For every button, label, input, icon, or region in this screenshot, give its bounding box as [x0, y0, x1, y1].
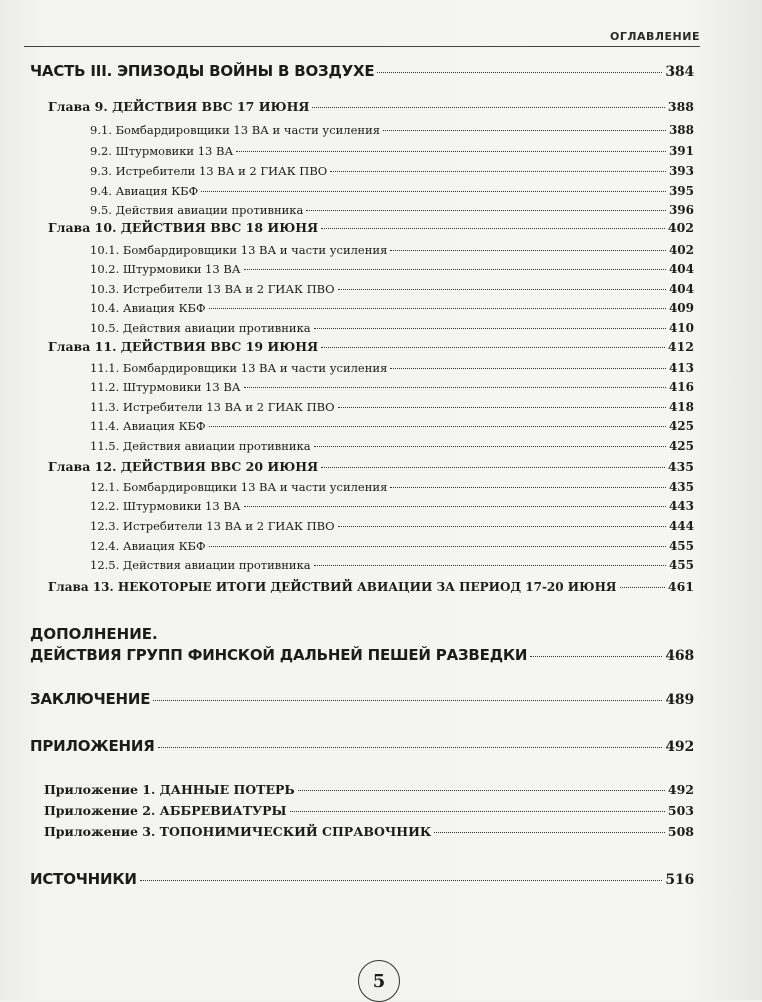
- toc-section-12-5[interactable]: [90, 558, 694, 572]
- dot-leader: [338, 289, 666, 290]
- toc-page: 402: [667, 220, 694, 235]
- toc-page: 461: [667, 579, 694, 594]
- toc-section-11-1[interactable]: [90, 361, 694, 375]
- toc-page: 516: [665, 872, 694, 888]
- dot-leader: [390, 487, 666, 488]
- dot-leader: [434, 832, 665, 833]
- dot-leader: [306, 210, 666, 211]
- toc-title: 11.3. Истребители 13 ВА и 2 ГИАК ПВО: [90, 400, 335, 414]
- toc-title: 10.4. Авиация КБФ: [90, 301, 206, 315]
- toc-title: ЗАКЛЮЧЕНИЕ: [30, 690, 151, 708]
- toc-title: Приложение 1. ДАННЫЕ ПОТЕРЬ: [44, 782, 295, 797]
- toc-chapter-9[interactable]: [48, 99, 694, 114]
- toc-section-12-2[interactable]: [90, 499, 694, 513]
- toc-title: 12.3. Истребители 13 ВА и 2 ГИАК ПВО: [90, 519, 335, 533]
- toc-page: 455: [668, 539, 694, 553]
- toc-title: 12.4. Авиация КБФ: [90, 539, 206, 553]
- toc-title: 12.1. Бомбардировщики 13 ВА и части усиления: [90, 480, 388, 494]
- toc-page: 503: [667, 803, 694, 818]
- toc-page: 416: [668, 380, 694, 394]
- dot-leader: [209, 546, 666, 547]
- toc-page: 391: [668, 144, 694, 158]
- dot-leader: [377, 72, 662, 73]
- toc-page: 425: [668, 439, 694, 453]
- running-header-title: ОГЛАВЛЕНИЕ: [610, 30, 700, 43]
- toc-page: 404: [668, 262, 694, 276]
- dot-leader: [330, 171, 666, 172]
- dot-leader: [620, 587, 665, 588]
- toc-page: 489: [665, 692, 694, 708]
- toc-title: Приложение 3. ТОПОНИМИЧЕСКИЙ СПРАВОЧНИК: [44, 824, 432, 839]
- toc-title: 11.4. Авиация КБФ: [90, 419, 206, 433]
- toc-title: ПРИЛОЖЕНИЯ: [30, 737, 155, 755]
- toc-page: 413: [668, 361, 694, 375]
- toc-title: 10.1. Бомбардировщики 13 ВА и части усиления: [90, 243, 388, 257]
- toc-title: 9.3. Истребители 13 ВА и 2 ГИАК ПВО: [90, 164, 328, 178]
- toc-title: 9.5. Действия авиации противника: [90, 203, 304, 217]
- toc-page: 435: [668, 480, 694, 494]
- dot-leader: [321, 228, 665, 229]
- dot-leader: [244, 506, 666, 507]
- toc-page: 395: [668, 184, 694, 198]
- dot-leader: [290, 811, 665, 812]
- dot-leader: [312, 107, 664, 108]
- toc-page: 402: [668, 243, 694, 257]
- supplement-heading: ДОПОЛНЕНИЕ.: [30, 625, 158, 643]
- toc-page: 412: [667, 339, 694, 354]
- toc-title: 11.1. Бомбардировщики 13 ВА и части усиления: [90, 361, 388, 375]
- dot-leader: [321, 467, 665, 468]
- toc-supplement[interactable]: [30, 646, 694, 664]
- toc-section-12-4[interactable]: [90, 539, 694, 553]
- toc-title: 11.2. Штурмовики 13 ВА: [90, 380, 241, 394]
- toc-section-9-2[interactable]: [90, 144, 694, 158]
- toc-appendices[interactable]: [30, 737, 694, 755]
- toc-section-9-5[interactable]: [90, 203, 694, 217]
- dot-leader: [236, 151, 666, 152]
- toc-section-12-1[interactable]: [90, 480, 694, 494]
- toc-title: Глава 11. ДЕЙСТВИЯ ВВС 19 ИЮНЯ: [48, 339, 319, 354]
- toc-title: ИСТОЧНИКИ: [30, 870, 137, 888]
- toc-section-9-4[interactable]: [90, 184, 694, 198]
- dot-leader: [244, 269, 666, 270]
- toc-section-11-5[interactable]: [90, 439, 694, 453]
- dot-leader: [209, 308, 666, 309]
- dot-leader: [298, 790, 665, 791]
- toc-title: 10.5. Действия авиации противника: [90, 321, 311, 335]
- toc-chapter-12[interactable]: [48, 459, 694, 474]
- toc-chapter-10[interactable]: [48, 220, 694, 235]
- toc-page: 443: [668, 499, 694, 513]
- dot-leader: [314, 565, 666, 566]
- dot-leader: [338, 526, 666, 527]
- toc-page: 384: [665, 64, 694, 80]
- dot-leader: [383, 130, 666, 131]
- toc-section-11-4[interactable]: [90, 419, 694, 433]
- toc-section-9-3[interactable]: [90, 164, 694, 178]
- toc-title: 11.5. Действия авиации противника: [90, 439, 311, 453]
- toc-title: 12.2. Штурмовики 13 ВА: [90, 499, 241, 513]
- toc-section-11-3[interactable]: [90, 400, 694, 414]
- toc-page: 388: [668, 123, 694, 137]
- toc-part-3[interactable]: [30, 62, 694, 80]
- toc-title: Глава 10. ДЕЙСТВИЯ ВВС 18 ИЮНЯ: [48, 220, 319, 235]
- page-number: 5: [358, 960, 400, 1002]
- toc-section-10-5[interactable]: [90, 321, 694, 335]
- dot-leader: [390, 250, 666, 251]
- toc-title: 10.3. Истребители 13 ВА и 2 ГИАК ПВО: [90, 282, 335, 296]
- toc-title: 10.2. Штурмовики 13 ВА: [90, 262, 241, 276]
- toc-section-10-4[interactable]: [90, 301, 694, 315]
- dot-leader: [244, 387, 666, 388]
- dot-leader: [140, 880, 663, 881]
- toc-appendix-1[interactable]: [44, 782, 694, 797]
- toc-page: 468: [665, 648, 694, 664]
- toc-page: 444: [668, 519, 694, 533]
- toc-page: 492: [665, 739, 694, 755]
- toc-conclusion[interactable]: [30, 690, 694, 708]
- toc-chapter-11[interactable]: [48, 339, 694, 354]
- toc-title: 9.1. Бомбардировщики 13 ВА и части усиления: [90, 123, 381, 137]
- toc-page: 404: [668, 282, 694, 296]
- dot-leader: [321, 347, 665, 348]
- toc-section-10-3[interactable]: [90, 282, 694, 296]
- toc-title: Глава 9. ДЕЙСТВИЯ ВВС 17 ИЮНЯ: [48, 99, 310, 114]
- dot-leader: [530, 656, 662, 657]
- toc-sources[interactable]: [30, 870, 694, 888]
- toc-page: 418: [668, 400, 694, 414]
- toc-page: 409: [668, 301, 694, 315]
- dot-leader: [390, 368, 666, 369]
- dot-leader: [314, 446, 666, 447]
- toc-page: 508: [667, 824, 694, 839]
- running-header: [24, 30, 700, 47]
- toc-section-12-3[interactable]: [90, 519, 694, 533]
- toc-section-11-2[interactable]: [90, 380, 694, 394]
- toc-section-9-1[interactable]: [90, 123, 694, 137]
- toc-page: 435: [667, 459, 694, 474]
- dot-leader: [314, 328, 666, 329]
- toc-page: 396: [668, 203, 694, 217]
- toc-page: 425: [668, 419, 694, 433]
- toc-title: ЧАСТЬ III. ЭПИЗОДЫ ВОЙНЫ В ВОЗДУХЕ: [30, 62, 375, 80]
- toc-section-10-1[interactable]: [90, 243, 694, 257]
- toc-title: 9.4. Авиация КБФ: [90, 184, 199, 198]
- dot-leader: [338, 407, 666, 408]
- dot-leader: [209, 426, 666, 427]
- dot-leader: [153, 700, 662, 701]
- toc-title: 12.5. Действия авиации противника: [90, 558, 311, 572]
- dot-leader: [158, 747, 663, 748]
- toc-page: 492: [667, 782, 694, 797]
- toc-title: Приложение 2. АББРЕВИАТУРЫ: [44, 803, 287, 818]
- toc-page: 388: [667, 99, 694, 114]
- toc-page: 410: [668, 321, 694, 335]
- toc-title: ДЕЙСТВИЯ ГРУПП ФИНСКОЙ ДАЛЬНЕЙ ПЕШЕЙ РАЗВЕДКИ: [30, 646, 528, 664]
- dot-leader: [201, 191, 666, 192]
- toc-title: Глава 13. НЕКОТОРЫЕ ИТОГИ ДЕЙСТВИЙ АВИАЦИИ ЗА ПЕРИОД 17-20 ИЮНЯ: [48, 580, 617, 594]
- toc-appendix-3[interactable]: [44, 824, 694, 839]
- toc-page: 455: [668, 558, 694, 572]
- toc-title: Глава 12. ДЕЙСТВИЯ ВВС 20 ИЮНЯ: [48, 459, 319, 474]
- toc-chapter-13[interactable]: [48, 579, 694, 594]
- toc-title: 9.2. Штурмовики 13 ВА: [90, 144, 234, 158]
- toc-page: 393: [668, 164, 694, 178]
- toc-section-10-2[interactable]: [90, 262, 694, 276]
- toc-appendix-2[interactable]: [44, 803, 694, 818]
